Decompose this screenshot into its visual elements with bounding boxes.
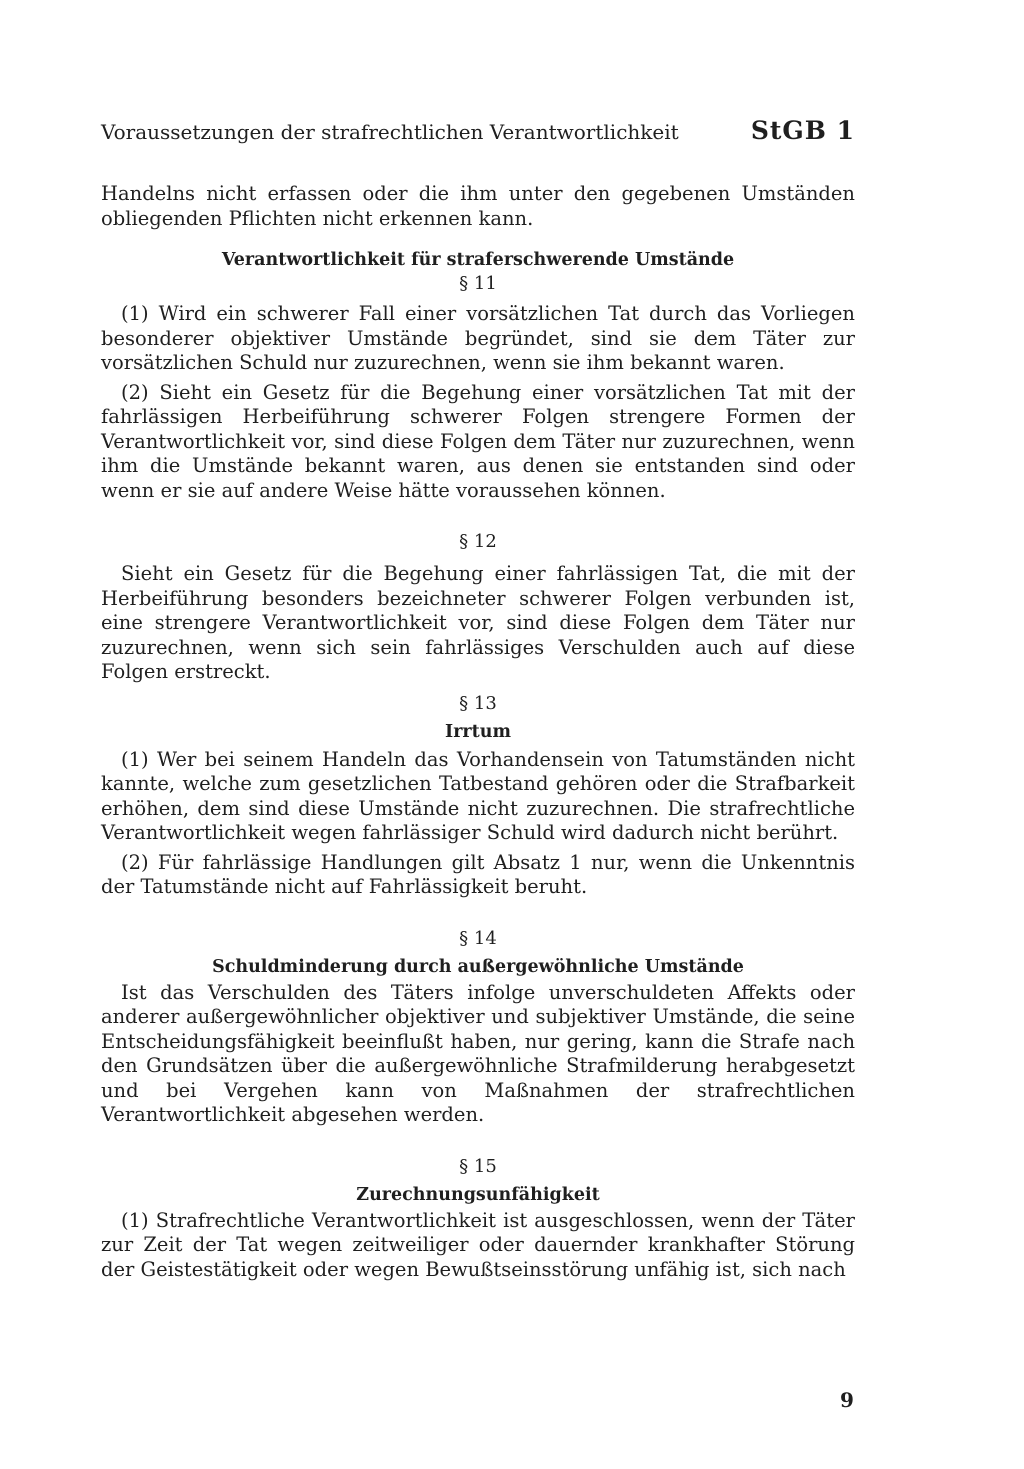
body-text (101, 182, 855, 1282)
section-number-12: § 12 (459, 531, 497, 552)
paragraph-continuation: Handelns nicht erfassen oder die ihm unter den gegebenen Umständen obliegenden Pflichten nicht erkennen kann. (101, 182, 855, 230)
heading-section-13: Irrtum (445, 721, 511, 742)
paragraph-11-1: (1) Wird ein schwerer Fall einer vorsätzlichen Tat durch das Vorliegen besonderer objektiver Umstände begründet, sind sie dem Täter zur vorsätzlichen Schuld nur zuzurechnen, wenn sie ihm bekannt waren. (101, 302, 855, 374)
heading-section-11: Verantwortlichkeit für straferschwerende Umstände (221, 250, 735, 270)
paragraph-14: Ist das Verschulden des Täters infolge unverschuldeten Affekts oder anderer außergewöhnlicher objektiver und subjektiver Umstände, die seine Entscheidungsfähigkeit beeinflußt haben, nur gering, kann die Strafe nach den Grundsätzen über die außergewöhnliche Strafmilderung herabgesetzt und bei Vergehen kann von Maßnahmen der strafrechtlichen Verantwortlichkeit abgesehen werden. (101, 980, 855, 1126)
running-header (101, 116, 855, 148)
section-number-11: § 11 (459, 273, 497, 294)
paragraph-13-2: (2) Für fahrlässige Handlungen gilt Absatz 1 nur, wenn die Unkenntnis der Tatumstände nicht auf Fahrlässigkeit beruht. (101, 850, 855, 898)
running-header-title: Voraussetzungen der strafrechtlichen Verantwortlichkeit (101, 120, 679, 144)
section-number-15: § 15 (459, 1155, 497, 1177)
section-number-14: § 14 (459, 927, 497, 949)
section-number-13: § 13 (459, 692, 497, 714)
running-header-code: StGB 1 (750, 116, 855, 145)
paragraph-13-1: (1) Wer bei seinem Handeln das Vorhandensein von Tatumständen nicht kannte, welche zum gesetzlichen Tatbestand gehören oder die Strafbarkeit erhöhen, dem sind diese Umstände nicht zuzurechnen. Die strafrechtliche Verantwortlichkeit wegen fahrlässiger Schuld wird dadurch nicht berührt. (101, 747, 855, 844)
heading-section-14: Schuldminderung durch außergewöhnliche Umstände (212, 956, 744, 977)
document-page (101, 116, 855, 1287)
paragraph-12: Sieht ein Gesetz für die Begehung einer fahrlässigen Tat, die mit der Herbeiführung besonders bezeichneter schwerer Folgen verbunden ist, eine strengere Verantwortlichkeit vor, sind diese Folgen dem Täter nur zuzurechnen, wenn sich sein fahrlässiges Verschulden auch auf diese Folgen erstreckt. (101, 562, 855, 683)
heading-section-15: Zurechnungsunfähigkeit (356, 1184, 600, 1205)
paragraph-15-1: (1) Strafrechtliche Verantwortlichkeit ist ausgeschlossen, wenn der Täter zur Zeit der Tat wegen zeitweiliger oder dauernder krankhafter Störung der Geistestätigkeit oder wegen Bewußtseinsstörung unfähig ist, sich nach (101, 1208, 855, 1281)
paragraph-11-2: (2) Sieht ein Gesetz für die Begehung einer vorsätzlichen Tat mit der fahrlässigen Herbeiführung schwerer Folgen strengere Formen der Verantwortlichkeit vor, sind diese Folgen dem Täter nur zuzurechnen, wenn ihm die Umstände bekannt waren, aus denen sie entstanden sind oder wenn er sie auf andere Weise hätte voraussehen können. (101, 380, 855, 502)
page-number: 9 (840, 1388, 854, 1412)
